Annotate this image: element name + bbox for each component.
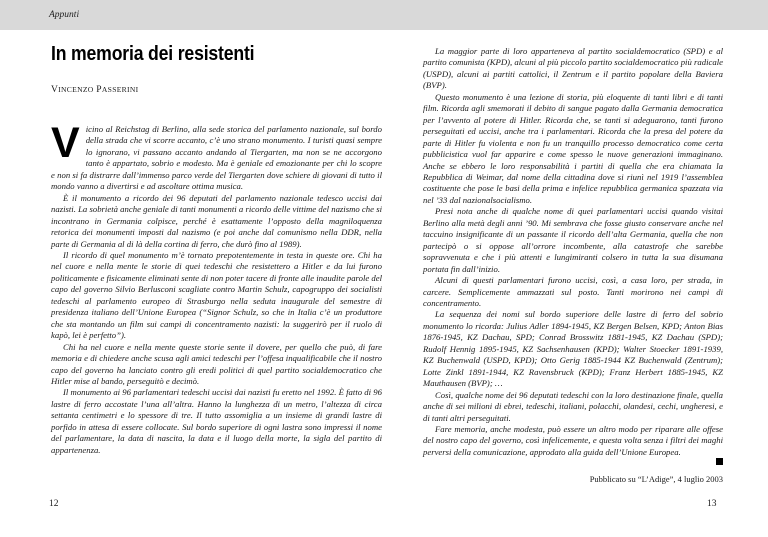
paragraph: Alcuni di questi parlamentari furono uccisi, così, a casa loro, per strada, in carcere. Semplicemente ammazzati sul posto. Tanti morirono nei campi di concentramento.: [423, 275, 723, 308]
paragraph: Il ricordo di quel monumento m’è tornato prepotentemente in testa in queste ore. Chi ha nel cuore e nella mente le storie di quei tedeschi che resistettero a Hitler e da lui furono politicamente e fisicamente eliminati sente di non poter tacere di fronte alle inaudite parole del capo del governo Silvio Berlusconi scagliate contro Martin Schulz, capogruppo dei socialisti tedeschi al parlamento europeo di Strasburgo nella seduta inaugurale del semestre di presidenza italiano dell’Unione Europea (“Signor Schulz, so che in Italia c’è un produttore che sta montando un film sui campi di concentramento nazisti: la suggerirò per il ruolo di kapò, lei è perfetto”).: [51, 249, 383, 341]
paragraph: La sequenza dei nomi sul bordo superiore delle lastre di ferro del sobrio monumento lo ricorda: Julius Adler 1894-1945, KZ Bergen Belsen, KPD; Anton Bias 1876-1945, KZ Dachau, SPD; Conrad Brosswitz 1881-1945, KZ Dachau (SPD); Rudolf Hennig 1895-1945, KZ Sachsenhausen (KPD); Walter Stoecker 1891-1939, KZ Buchenwald (USPD, KPD); Otto Gerig 1885-1944 KZ Buchenwald (Zentrum); Lotte Zinkl 1891-1944, KZ Ravensbruck (KPD); Franz Herbert 1885-1945, KZ Mauthausen (BVP); …: [423, 309, 723, 389]
section-label: Appunti: [49, 10, 80, 20]
paragraph: Chi ha nel cuore e nella mente queste storie sente il dovere, per quello che può, di fare memoria e di chiedere anche scusa agli amici tedeschi per l’offesa inqualificabile che il nostro capo del governo ha lanciato contro gli eredi politici di quel partito socialdemocratico che Hitler mise al bando, perseguitò e decimò.: [51, 341, 382, 386]
publication-note: Pubblicato su “L’Adige”, 4 luglio 2003: [589, 474, 723, 485]
left-body-text: [51, 119, 383, 456]
paragraph: Il monumento ai 96 parlamentari tedeschi uccisi dai nazisti fu eretto nel 1992. È fatto di 96 lastre di ferro accostate l’una all’altra. Hanno la lunghezza di un metro, l’altezza di circa settanta centimetri e lo spessore di tre. Il tutto assomiglia a un insieme di grandi lastre di porfido in attesa di essere collocate. Sul bordo superiore di ogni lastra sono impressi il nome del parlamentare, la data di nascita, la data e il luogo della morte, la sigla del partito di appartenenza.: [51, 387, 382, 455]
end-of-article-icon: [716, 458, 723, 465]
right-body-text: [423, 46, 723, 486]
paragraph: È il monumento a ricordo dei 96 deputati del parlamento nazionale tedesco uccisi dai nazisti. La sobrietà anche geniale di tanti monumenti a ricordo delle vittime del nazismo che si incontrano in Germania colpisce, perché è esattamente l’opposto della magniloquenza retorica dei monumenti imposti dal nazismo (e poi anche dal comunismo nella DDR, nella parte di Germania al di là della cortina di ferro, che durò fino al 1989).: [51, 192, 382, 249]
page-number-right: 13: [707, 499, 717, 509]
author-name: VINCENZO PASSERINI: [51, 85, 139, 95]
paragraph: Questo monumento è una lezione di storia, più eloquente di tanti libri e di tanti film. Ricorda agli smemorati il debito di sangue pagato dalla Germania democratica per l’avvento al potere di Hitler. Ricorda che, se tanti si adeguarono, tanti furono perseguitati ed uccisi, anche tra i parlamentari. Ricorda che la presa del potere da parte di Hitler fu violenta e non fu un tranquillo processo democratico come certa pubblicistica vuol far apparire e come spesso le nuove generazioni immaginano. Anche se ebbero le loro responsabilità i partiti di quella che era chiamata la Repubblica di Weimar, dal nome della cittadina dove si riunì nel 1919 l’assemblea costituente che pose le basi della prima e infelice repubblica germanica spazzata via nel ’33 dal nazionalsocialismo.: [423, 91, 723, 205]
end-mark-row: [423, 458, 723, 470]
paragraph: Presi nota anche di qualche nome di quei parlamentari uccisi quando visitai Berlino alla metà degli anni ’90. Mi sembrava che fosse giusto conservare anche nel taccuino insignificante di un passante il ricordo dell’alta Germania, quella che non partecipò o si oppose all’orrore incombente, alla catastrofe che sarebbe sopravvenuta e che i più attenti e lungimiranti colsero in tutta la sua disumana portata fin dall’inizio.: [423, 206, 723, 274]
running-header: [0, 0, 768, 30]
paragraph: La maggior parte di loro apparteneva al partito socialdemocratico (SPD) e al partito comunista (KPD), alcuni al più piccolo partito socialdemocratico più radicale (USPD), alcuni ai partiti cattolici, il Zentrum e il partito popolare della Baviera (BVP).: [423, 46, 723, 91]
paragraph: Fare memoria, anche modesta, può essere un altro modo per riparare alle offese del nostro capo del governo, così infelicemente, e questa volta senza i filtri dei maghi perversi della comunicazione, approdato alla guida dell’Unione Europea.: [423, 423, 723, 457]
article-title: In memoria dei resistenti: [51, 42, 255, 65]
paragraph: Vicino al Reichstag di Berlino, alla sede storica del parlamento nazionale, sul bordo della strada che vi scorre accanto, c’è uno strano monumento. I turisti quasi sempre lo ignorano, vi passano accanto andando al Tiergarten, ma non se ne accorgono tanto è appartato, sobrio e modesto. Ma è geniale ed emozionante per chi lo scopre e non si fa distrarre dall’immenso parco verde del Tiergarten dove schiere di giovani di tutto il mondo vanno a divertirsi e ad ascoltare ottima musica.: [51, 119, 382, 192]
paragraph: Così, qualche nome dei 96 deputati tedeschi con la loro destinazione finale, quella anche di sei milioni di ebrei, tedeschi, italiani, polacchi, olandesi, cechi, ungheresi, e di tanti altri perseguitati.: [423, 389, 723, 423]
drop-cap: V: [51, 119, 80, 167]
page-number-left: 12: [49, 499, 59, 509]
